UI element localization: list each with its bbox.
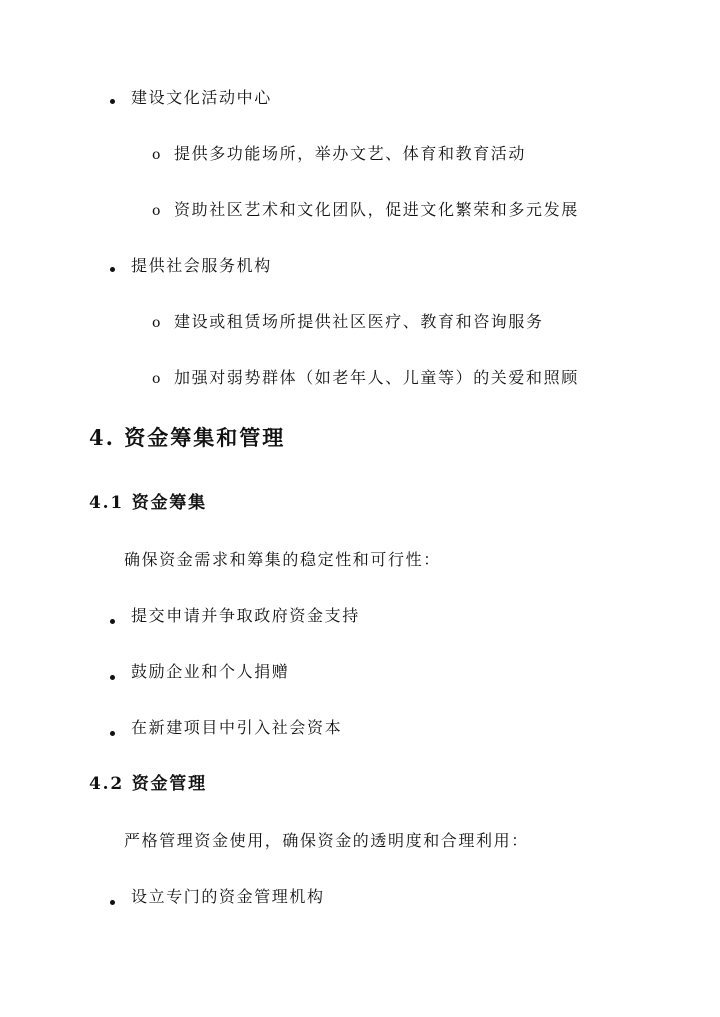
- sub-bullet-marker: o: [152, 315, 161, 331]
- sub-bullet-marker: o: [152, 147, 161, 163]
- list-item: 提供社会服务机构: [131, 256, 272, 275]
- list-item: 在新建项目中引入社会资本: [131, 718, 343, 737]
- paragraph: 确保资金需求和筹集的稳定性和可行性：: [124, 550, 441, 569]
- list-item: 鼓励企业和个人捐赠: [131, 662, 290, 681]
- sub-bullet-marker: o: [152, 371, 161, 387]
- bullet-marker: [110, 267, 115, 272]
- bullet-marker: [110, 619, 115, 624]
- section-heading: 4. 资金筹集和管理: [89, 425, 286, 450]
- list-item: 建设文化活动中心: [131, 88, 272, 107]
- bullet-marker: [110, 731, 115, 736]
- bullet-marker: [110, 675, 115, 680]
- subsection-heading: 4.2 资金管理: [89, 774, 207, 794]
- sub-list-item: 资助社区艺术和文化团队，促进文化繁荣和多元发展: [174, 200, 579, 219]
- list-item: 提交申请并争取政府资金支持: [131, 606, 360, 625]
- bullet-marker: [110, 900, 115, 905]
- bullet-marker: [110, 99, 115, 104]
- list-item: 设立专门的资金管理机构: [131, 887, 325, 906]
- sub-list-item: 提供多功能场所，举办文艺、体育和教育活动: [174, 144, 527, 163]
- sub-bullet-marker: o: [152, 203, 161, 219]
- sub-list-item: 建设或租赁场所提供社区医疗、教育和咨询服务: [174, 312, 544, 331]
- paragraph: 严格管理资金使用，确保资金的透明度和合理利用：: [124, 831, 529, 850]
- subsection-heading: 4.1 资金筹集: [89, 493, 207, 513]
- sub-list-item: 加强对弱势群体（如老年人、儿童等）的关爱和照顾: [174, 368, 579, 387]
